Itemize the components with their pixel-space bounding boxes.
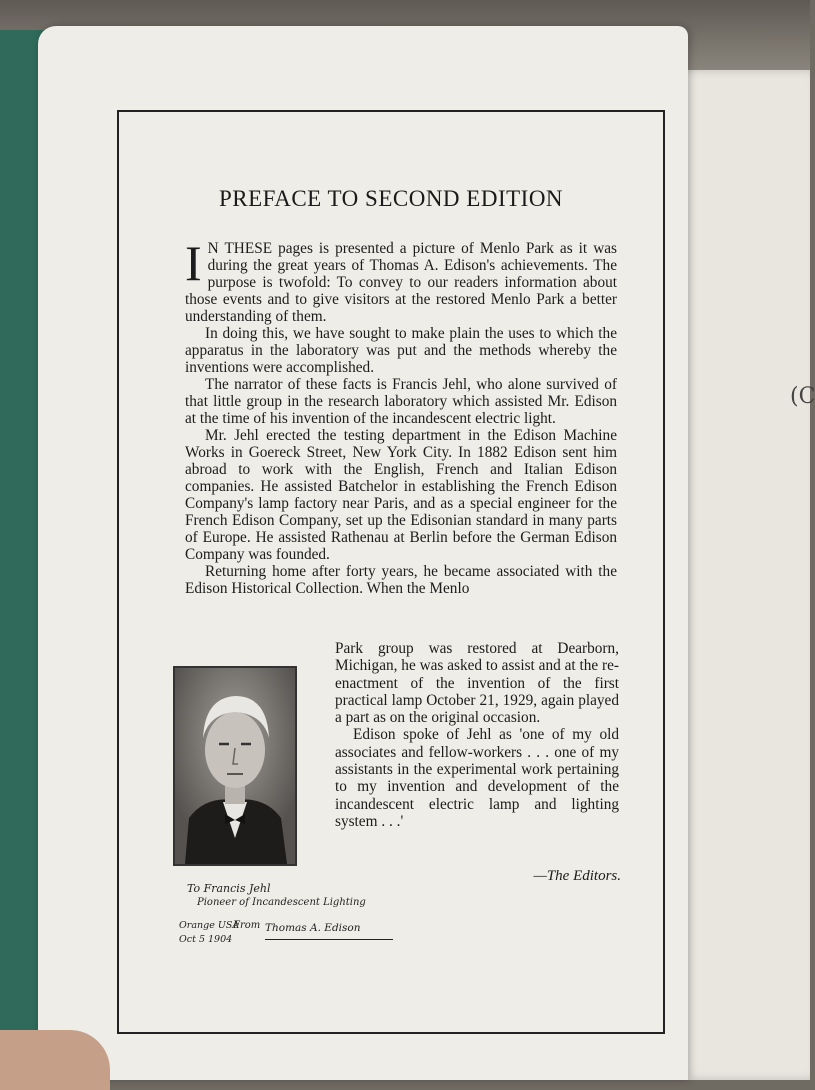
handwritten-inscription — [179, 882, 419, 982]
inscription-signature: Thomas A. Edison — [265, 922, 361, 934]
inscription-date: Oct 5 1904 — [179, 934, 233, 945]
thumb — [0, 1030, 110, 1090]
dropcap: I — [185, 235, 202, 291]
edison-portrait-photo — [173, 666, 297, 866]
paragraph-5-continued: Park group was restored at Dearborn, Michigan, he was asked to assist and at the re-enactment of the invention of the first practical lamp October 21, 1929, again played a part as on the original occasion. — [335, 640, 619, 727]
page-border-frame — [117, 110, 665, 1034]
inscription-line-2: Pioneer of Incandescent Lighting — [197, 897, 366, 908]
preface-body — [185, 235, 617, 597]
paragraph-5: Returning home after forty years, he became associated with the Edison Historical Collection. When the Menlo — [185, 563, 617, 597]
paragraph-2: In doing this, we have sought to make plain the uses to which the apparatus in the laboratory was put and the methods whereby the inventions were accomplished. — [185, 325, 617, 376]
page-title: PREFACE TO SECOND EDITION — [218, 186, 564, 211]
inscription-from: From — [233, 920, 261, 931]
signature-underline — [265, 939, 393, 940]
paragraph-1: I N THESE pages is presented a picture of Menlo Park as it was during the great years of Thomas A. Edison's achievements. The purpose is twofold: To convey to our readers information about those events and to give visitors at the restored Menlo Park a better understanding of them. — [185, 235, 617, 325]
paragraph-6: Edison spoke of Jehl as 'one of my old associates and fellow-workers . . . one of my assistants in the experimental work pertaining to my invention and development of the incandescent electric lamp and lighting system . . .' — [335, 726, 619, 830]
paragraph-3: The narrator of these facts is Francis Jehl, who alone survived of that little group in the research laboratory which assisted Mr. Edison at the time of his invention of the incandescent electric light. — [185, 376, 617, 427]
paragraph-4: Mr. Jehl erected the testing department in the Edison Machine Works in Goereck Street, New York City. In 1882 Edison sent him abroad to work with the English, French and Italian Edison companies. He assisted Batchelor in establishing the French Edison Company's lamp factory near Paris, and as a special engineer for the French Edison Company, set up the Edisonian standard in many parts of Europe. He assisted Rathenau at Berlin before the German Edison Company was founded. — [185, 427, 617, 563]
signoff: —The Editors. — [533, 868, 621, 884]
portrait-image — [175, 668, 295, 864]
facing-page-text: (C — [790, 384, 815, 409]
inscription-place: Orange USA — [179, 920, 240, 931]
inscription-line-1: To Francis Jehl — [187, 882, 271, 895]
preface-body-narrow — [335, 640, 619, 830]
